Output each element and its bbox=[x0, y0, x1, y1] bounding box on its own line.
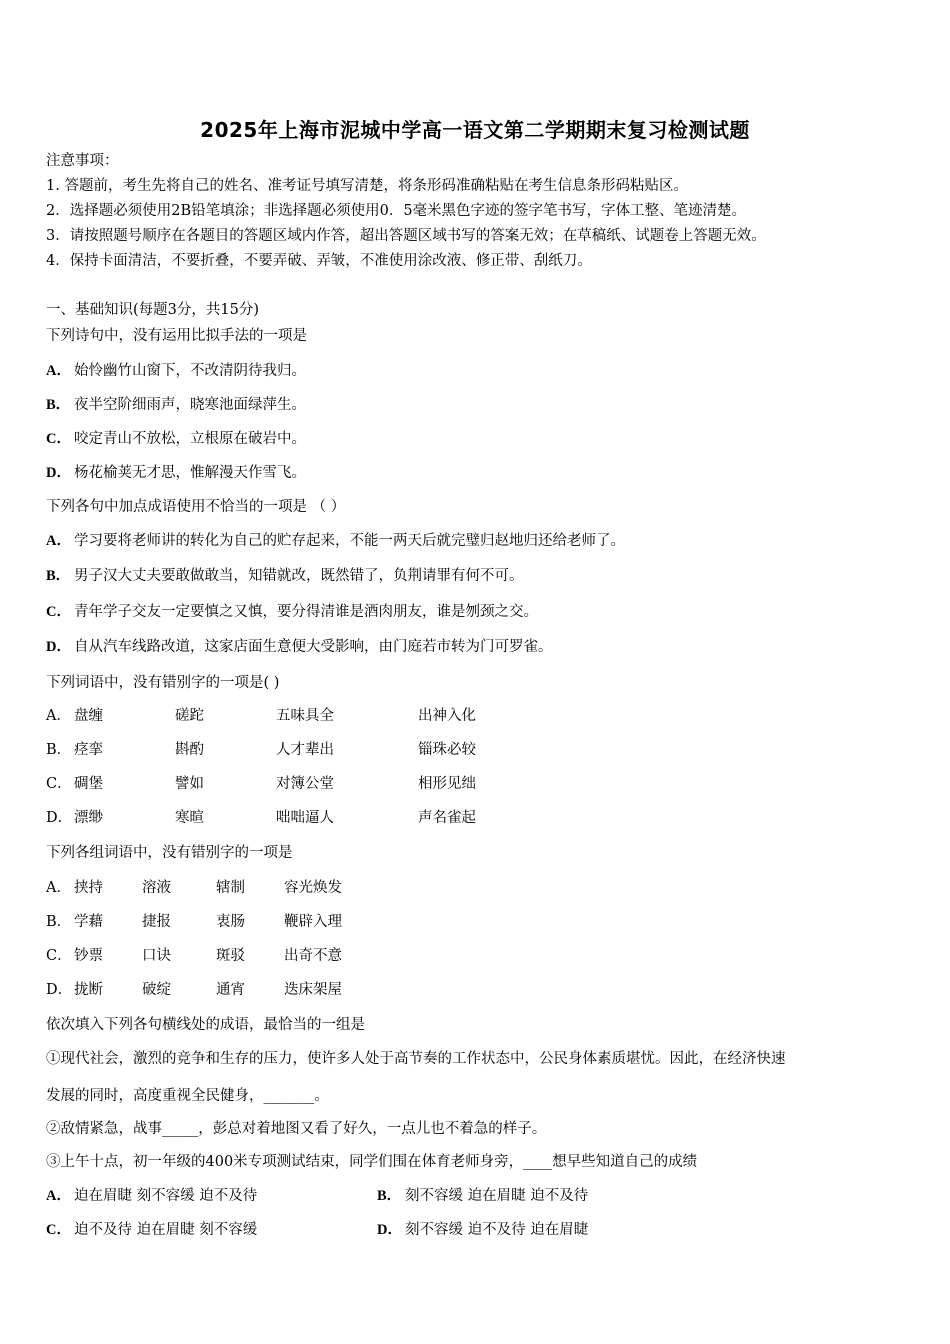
option-text: 迫不及待 迫在眉睫 刻不容缓 bbox=[74, 1222, 258, 1238]
option-row bbox=[46, 531, 625, 551]
option-letter: D． bbox=[46, 465, 71, 481]
option-word: 迭床架屋 bbox=[284, 982, 342, 998]
option-row bbox=[377, 1186, 588, 1206]
option-word: 鞭辟入理 bbox=[284, 914, 342, 930]
question-stem: 下列词语中，没有错别字的一项是( ) bbox=[46, 675, 280, 691]
option-text: 迫在眉睫 刻不容缓 迫不及待 bbox=[74, 1188, 258, 1204]
option-word: 学藉 bbox=[74, 914, 103, 930]
option-word: 相形见绌 bbox=[418, 776, 476, 792]
option-word: 出奇不意 bbox=[284, 948, 342, 964]
option-word: 碉堡 bbox=[74, 776, 103, 792]
option-letter: B． bbox=[377, 1188, 402, 1204]
option-text: 男子汉大丈夫要敢做敢当，知错就改，既然错了，负荆请罪有何不可。 bbox=[74, 568, 524, 584]
option-word: 人才辈出 bbox=[276, 742, 334, 758]
option-text: 刻不容缓 迫不及待 迫在眉睫 bbox=[405, 1222, 589, 1238]
option-row bbox=[46, 395, 306, 415]
option-row bbox=[46, 637, 553, 657]
option-word: 挟持 bbox=[74, 880, 103, 896]
option-letter: A． bbox=[46, 363, 71, 379]
option-word: 五味具全 bbox=[276, 708, 334, 724]
option-row bbox=[46, 1220, 257, 1240]
sentence: ③上午十点，初一年级的400米专项测试结束，同学们围在体育老师身旁，____想早些知道自己的成绩 bbox=[46, 1154, 698, 1170]
option-word: 捷报 bbox=[142, 914, 171, 930]
option-letter: D． bbox=[46, 982, 73, 998]
option-letter: A． bbox=[46, 533, 71, 549]
option-word: 寒暄 bbox=[175, 810, 204, 826]
option-text: 刻不容缓 迫在眉睫 迫不及待 bbox=[405, 1188, 589, 1204]
question-stem: 依次填入下列各句横线处的成语，最恰当的一组是 bbox=[46, 1017, 365, 1033]
option-word: 辖制 bbox=[216, 880, 245, 896]
notice-heading: 注意事项： bbox=[46, 153, 119, 169]
option-word: 斟酌 bbox=[175, 742, 204, 758]
option-word: 磋跎 bbox=[175, 708, 204, 724]
option-text: 青年学子交友一定要慎之又慎，要分得清谁是酒肉朋友，谁是刎颈之交。 bbox=[74, 604, 538, 620]
option-word: 溶液 bbox=[142, 880, 171, 896]
option-letter: A． bbox=[46, 708, 71, 724]
option-word: 盘缠 bbox=[74, 708, 103, 724]
option-word: 对簿公堂 bbox=[276, 776, 334, 792]
page-title: 2025年上海市泥城中学高一语文第二学期期末复习检测试题 bbox=[200, 118, 750, 142]
option-word: 出神入化 bbox=[418, 708, 476, 724]
option-row bbox=[46, 463, 306, 483]
option-letter: C． bbox=[46, 1222, 71, 1238]
option-letter: B． bbox=[46, 742, 72, 758]
option-text: 咬定青山不放松，立根原在破岩中。 bbox=[74, 431, 306, 447]
option-word: 口诀 bbox=[142, 948, 171, 964]
option-letter: B． bbox=[46, 914, 72, 930]
option-text: 夜半空阶细雨声，晓寒池面绿萍生。 bbox=[74, 397, 306, 413]
option-letter: C． bbox=[46, 431, 71, 447]
option-letter: D． bbox=[377, 1222, 402, 1238]
option-word: 声名雀起 bbox=[418, 810, 476, 826]
notice-item: 2．选择题必须使用2B铅笔填涂；非选择题必须使用0．5毫米黑色字迹的签字笔书写，字体工整、笔迹清楚。 bbox=[46, 203, 747, 219]
option-letter: A． bbox=[46, 1188, 71, 1204]
option-letter: D． bbox=[46, 810, 73, 826]
option-word: 咄咄逼人 bbox=[276, 810, 334, 826]
option-word: 拢断 bbox=[74, 982, 103, 998]
question-stem: 下列各句中加点成语使用不恰当的一项是 （ ） bbox=[46, 499, 346, 515]
option-word: 破绽 bbox=[142, 982, 171, 998]
sentence: ②敌情紧急，战事_____，彭总对着地图又看了好久，一点儿也不着急的样子。 bbox=[46, 1121, 547, 1137]
option-word: 钞票 bbox=[74, 948, 103, 964]
option-word: 痉挛 bbox=[74, 742, 103, 758]
option-row bbox=[46, 361, 306, 381]
question-stem: 下列诗句中，没有运用比拟手法的一项是 bbox=[46, 328, 307, 344]
option-word: 斑驳 bbox=[216, 948, 245, 964]
option-text: 始怜幽竹山窗下，不改清阴待我归。 bbox=[74, 363, 306, 379]
option-text: 学习要将老师讲的转化为自己的贮存起来，不能一两天后就完璧归赵地归还给老师了。 bbox=[74, 533, 625, 549]
option-word: 衷肠 bbox=[216, 914, 245, 930]
option-row bbox=[46, 1186, 257, 1206]
option-word: 容光焕发 bbox=[284, 880, 342, 896]
option-letter: C． bbox=[46, 776, 72, 792]
question-stem: 下列各组词语中，没有错别字的一项是 bbox=[46, 845, 293, 861]
option-letter: A． bbox=[46, 880, 71, 896]
option-letter: C． bbox=[46, 948, 72, 964]
sentence: 发展的同时，高度重视全民健身，_______。 bbox=[46, 1088, 329, 1104]
option-letter: B． bbox=[46, 397, 71, 413]
option-row bbox=[46, 602, 538, 622]
option-row bbox=[377, 1220, 588, 1240]
option-letter: B． bbox=[46, 568, 71, 584]
option-word: 锱珠必较 bbox=[418, 742, 476, 758]
option-text: 杨花榆荚无才思，惟解漫天作雪飞。 bbox=[74, 465, 306, 481]
option-word: 漂缈 bbox=[74, 810, 103, 826]
option-text: 自从汽车线路改道，这家店面生意便大受影响，由门庭若市转为门可罗雀。 bbox=[74, 639, 553, 655]
option-word: 通宵 bbox=[216, 982, 245, 998]
option-row bbox=[46, 566, 524, 586]
option-letter: D． bbox=[46, 639, 71, 655]
notice-item: 4．保持卡面清洁，不要折叠，不要弄破、弄皱，不准使用涂改液、修正带、刮纸刀。 bbox=[46, 253, 592, 269]
notice-item: 3．请按照题号顺序在各题目的答题区域内作答，超出答题区域书写的答案无效；在草稿纸、试题卷上答题无效。 bbox=[46, 228, 766, 244]
option-letter: C． bbox=[46, 604, 71, 620]
option-word: 譬如 bbox=[175, 776, 204, 792]
section-heading: 一、基础知识(每题3分，共15分) bbox=[46, 302, 259, 318]
option-row bbox=[46, 429, 306, 449]
sentence: ①现代社会，激烈的竞争和生存的压力，使许多人处于高节奏的工作状态中，公民身体素质堪忧。因此，在经济快速 bbox=[46, 1051, 786, 1067]
notice-item: 1. 答题前，考生先将自己的姓名、准考证号填写清楚，将条形码准确粘贴在考生信息条形码粘贴区。 bbox=[46, 178, 688, 194]
